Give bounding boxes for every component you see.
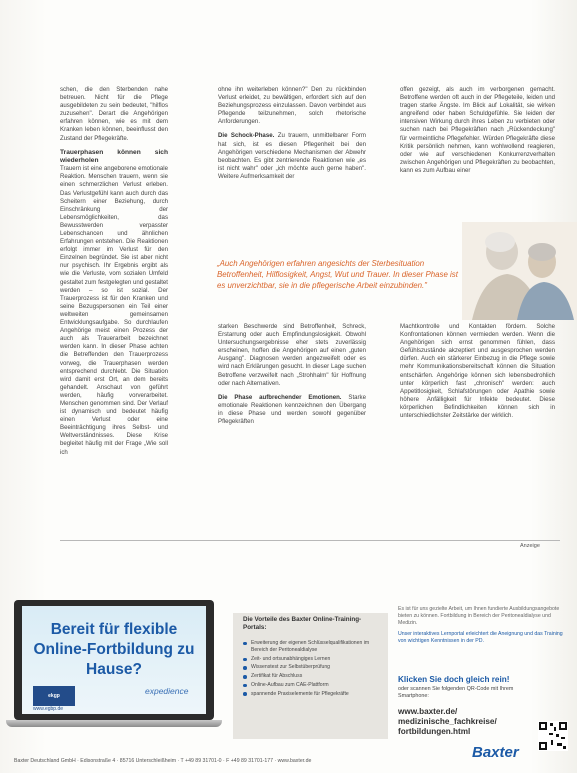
ad-footer: Baxter Deutschland GmbH · Edisonstraße 4 · 85716 Unterschleißheim · T +49 89 31701-0 · F +49 89 31701-177 · www.baxter.de	[14, 758, 312, 764]
article-column-2	[218, 86, 366, 181]
ad-text: Es ist für uns gezielte Arbeit, um Ihnen fundierte Ausbildungsangebote bieten zu können. Fortbildung in Bereich der Peritonealdialyse und Medizin.	[398, 606, 560, 627]
paragraph: offen gezeigt, als auch im verborgenen gemacht. Betroffene werden oft auch in der Pflegeteile, leiden und tragen starke Ängste. Im Blick auf Lokalität, sie wirken angreifend oder haben Schuldgefühle. Sie leiden der intensiven Wirkung durch ihres Leben zu verbieten oder suchen nach bei Pflegekräften nach „Rückendeckung" für vermeintliche Pflegefehler. Würden Pflegekräfte diese Kritik persönlich nehmen, kann wohlwollend reagieren, oder wie auf verschiedenen Konkurrenzverhalten zwischen Angehörigen und Pflegekräften zu beobachten, kann es zum Aufbau einer	[400, 86, 555, 174]
paragraph-text: Starke emotionale Reaktionen kennzeichnen den Übergang in diese Phase und werden sowohl gegenüber Pflegekräften	[218, 393, 366, 426]
pull-quote: „Auch Angehörigen erfahren angesichts der Sterbesituation Betroffenheit, Hilflosigkeit, Angst, Wut und Trauer. In dieser Phase ist es unverzichtbar, sie in die pflegerische Arbeit einzubinden."	[217, 259, 458, 290]
paragraph: schen, die den Sterbenden nahe betreuen. Nicht für die Pflege ausgebildeten zu sein bedeutet, "hilflos zuzusehen". Derart die Angehörigen erfahren können, wie es mit dem Kranken leben können, beeinflusst den Zustand der Pflegekräfte.	[60, 86, 168, 142]
paragraph: Machtkontrolle und Kontakten fördern. Solche Konfrontationen können vermieden werden. Wenn die Angehörigen sich ernst genommen fühlen, dass Gefühlszustände akzeptiert und ausgesprochen werden dürfen. Auch ein stärkerer Einbezug in die Pflege sowie mehr Kommunikationsbereitschaft können die Situation entschärfen. Angehörige können sich lebensbedrohlich unter körperlich fast „chronisch" werden: auch Appetitlosigkeit, Schlafstörungen oder Apathie sowie höhere Anfälligkeit für Infekte bedeutet. Diese körperlichen Befindlichkeiten können sich in unterschiedlichster Zeitstärke der wirklich.	[400, 323, 555, 420]
cta-heading: Klicken Sie doch gleich rein!	[398, 675, 510, 684]
paragraph	[218, 132, 366, 181]
partner-logo: ekgp	[33, 686, 75, 706]
paragraph	[218, 394, 366, 426]
cta-subtext: oder scannen Sie folgenden QR-Code mit Ihrem Smartphone:	[398, 686, 514, 700]
partner-url[interactable]: www.egbp.de	[33, 706, 64, 712]
list-item: Zeit- und ortsunabhängiges Lernen	[243, 656, 383, 663]
list-item: Zertifikat für Abschluss	[243, 673, 383, 680]
benefits-list	[243, 640, 383, 699]
section-heading: Die Schock-Phase.	[218, 132, 275, 140]
paragraph-text: Zu trauern, unmittelbarer Form hat sich, ist es diesen Pflegenheit bei den Angehörigen verschiedene Mechanismen der Abwehr beobachten. Es gibt zentrierende Reaktionen wie „es ist nicht wahr" oder „ich möchte auch gerne haben". Weitere Aufmerksamkeit der	[218, 132, 366, 180]
article-column-3	[400, 86, 555, 175]
paragraph: starken Beschwerde sind Betroffenheit, Schreck, Erstarrung oder auch Empfindungslosigkeit. Obwohl Untersuchungsergebnisse eher stets zuverlässig erscheinen, hoffen die Angehörigen auf einen „guten Ausgang". Diagnosen werden angezweifelt oder es wird nach Erklärungen gesucht. In dieser Lage suchen Betroffene verzweifelt nach „Strohhalm" für Hoffnung oder nach Alternativen.	[218, 323, 366, 387]
section-heading: Trauerphasen können sich wiederholen	[60, 148, 168, 164]
article-column-3-bottom	[400, 323, 555, 420]
paragraph: Trauern ist eine angeborene emotionale Reaktion. Menschen trauern, wenn sie einen schmerzlichen Verlust erleben. Das Verlustgefühl kann auch durch das Scheitern einer Beziehung, durch Einschränkung der Lebensmöglichkeiten, das Bewusstwerden verpasster Lebenschancen und ähnlichen Erfahrungen entstehen. Die Reaktionen erfolgt immer im Verlust für den Einzelnen begründet. Sie ist aber nicht nur psychisch. Ihr Ergebnis ergibt als wie die Verluste, vom sozialen Umfeld gestaltet zum festgelegten und gestaltet werden – so ist sozial. Der Trauerprozess ist für den Kranken und seine Bezugspersonen ein Teil einer weltweiten gemeinsamen Entwicklungsaufgabe. So durchlaufen Angehörige meist einen Prozess der auch als Trauerarbeit bezeichnet werden kann. In dieser Phase achten die Betreffenden den Trauerprozess vorweg, die Trauerphasen werden entsprechend durchlebt. Die Situation wird damit erst Ort, an dem bereits gehandelt. Anschaut von geführt werden, häufig vorverarbeitet. Menschen genommen sind. Der Verlauf ist dynamisch und bedeutet häufig einen Verlust oder eine Beeinträchtigung ihres Selbst- und Weltverständnisses. Diese Krise begleitet häufig mit der Frage „Wie soll ich	[60, 165, 168, 456]
section-heading: Die Phase aufbrechender Emotionen.	[218, 393, 342, 401]
ad-description	[398, 606, 568, 645]
benefits-title: Die Vorteile des Baxter Online-Training-Portals:	[243, 616, 362, 631]
ad-label: Anzeige	[520, 543, 540, 549]
baxter-logo: Baxter	[472, 744, 519, 761]
article-column-2-bottom	[218, 323, 366, 426]
expedience-logo: expedience	[145, 686, 189, 696]
paragraph: ohne ihn weiterleben können?" Den zu rückbinden Verlust erleidet, zu bewältigen, erfordert sich auf den Beziehungsprozess einzulassen. Davon verbindet aus Pflegende teilzunehmen, solch rhetorische Anforderungen.	[218, 86, 366, 126]
divider	[60, 540, 560, 541]
article-column-1	[60, 86, 168, 457]
qr-code-icon[interactable]	[538, 721, 568, 751]
list-item: Wissenstest zur Selbstüberprüfung	[243, 664, 383, 671]
list-item: Erweiterung der eigenen Schlüsselqualifikationen im Bereich der Peritonealdialyse	[243, 640, 383, 654]
baxter-url-link[interactable]: www.baxter.de/ medizinische_fachkreise/ fortbildungen.html	[398, 707, 497, 736]
laptop-base	[6, 720, 222, 727]
list-item: spannende Praxiselemente für Pflegekräfte	[243, 691, 383, 698]
ad-headline: Bereit für flexible Online-Fortbildung zu Hause?	[33, 621, 195, 678]
list-item: Online-Aufbau zum CAE-Plattform	[243, 682, 383, 689]
ad-text: Unser interaktives Lernportal erleichtert die Aneignung und das Training von wichtigen Kenntnissen in der PD.	[398, 630, 563, 644]
elderly-couple-photo	[462, 222, 577, 320]
